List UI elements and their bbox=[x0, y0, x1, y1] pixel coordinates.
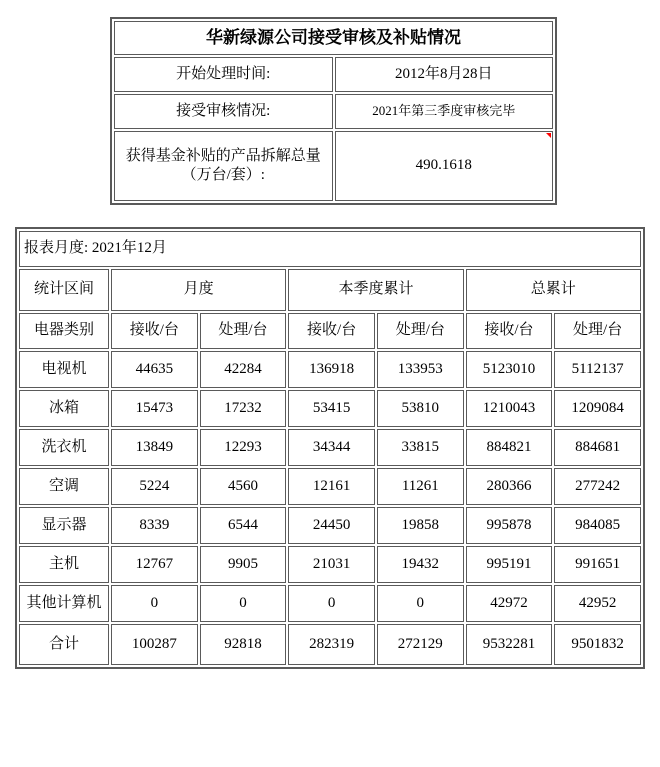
value-cell: 9905 bbox=[200, 546, 287, 583]
value-cell: 19432 bbox=[377, 546, 464, 583]
group-header-quarter: 本季度累计 bbox=[288, 269, 463, 311]
value-cell: 0 bbox=[288, 585, 375, 622]
category-cell: 空调 bbox=[19, 468, 109, 505]
value-cell: 19858 bbox=[377, 507, 464, 544]
value-cell: 92818 bbox=[200, 624, 287, 665]
value-cell: 1209084 bbox=[554, 390, 641, 427]
table-row-monitor bbox=[19, 507, 641, 544]
category-cell: 洗衣机 bbox=[19, 429, 109, 466]
processed-header: 处理/台 bbox=[377, 313, 464, 349]
value-cell: 53415 bbox=[288, 390, 375, 427]
value-cell: 282319 bbox=[288, 624, 375, 665]
value-cell: 34344 bbox=[288, 429, 375, 466]
processed-header: 处理/台 bbox=[554, 313, 641, 349]
value-cell: 8339 bbox=[111, 507, 198, 544]
value-cell: 42284 bbox=[200, 351, 287, 388]
value-cell: 991651 bbox=[554, 546, 641, 583]
value-cell: 1210043 bbox=[466, 390, 553, 427]
value-cell: 280366 bbox=[466, 468, 553, 505]
value-cell: 136918 bbox=[288, 351, 375, 388]
subsidy-total-value: 490.1618 bbox=[415, 157, 472, 174]
value-cell: 5123010 bbox=[466, 351, 553, 388]
value-cell: 33815 bbox=[377, 429, 464, 466]
value-cell: 13849 bbox=[111, 429, 198, 466]
table-row-host bbox=[19, 546, 641, 583]
value-cell: 984085 bbox=[554, 507, 641, 544]
value-cell: 12161 bbox=[288, 468, 375, 505]
value-cell: 9532281 bbox=[466, 624, 553, 665]
audit-subsidy-table bbox=[110, 17, 557, 205]
monthly-report-table bbox=[15, 227, 645, 669]
table-row-fridge bbox=[19, 390, 641, 427]
value-cell: 42972 bbox=[466, 585, 553, 622]
value-cell: 9501832 bbox=[554, 624, 641, 665]
audit-status-value: 2021年第三季度审核完毕 bbox=[335, 94, 554, 129]
audit-title-row bbox=[114, 21, 553, 55]
processed-header: 处理/台 bbox=[200, 313, 287, 349]
value-cell: 0 bbox=[200, 585, 287, 622]
received-header: 接收/台 bbox=[288, 313, 375, 349]
report-month-label: 报表月度: bbox=[24, 240, 89, 257]
audit-status-row bbox=[114, 94, 553, 129]
table-row-aircon bbox=[19, 468, 641, 505]
value-cell: 5224 bbox=[111, 468, 198, 505]
received-header: 接收/台 bbox=[111, 313, 198, 349]
value-cell: 0 bbox=[111, 585, 198, 622]
value-cell: 100287 bbox=[111, 624, 198, 665]
start-time-row bbox=[114, 57, 553, 92]
category-header: 电器类别 bbox=[19, 313, 109, 349]
value-cell: 0 bbox=[377, 585, 464, 622]
value-cell: 6544 bbox=[200, 507, 287, 544]
group-header-total: 总累计 bbox=[466, 269, 641, 311]
value-cell: 24450 bbox=[288, 507, 375, 544]
value-cell: 277242 bbox=[554, 468, 641, 505]
category-cell: 显示器 bbox=[19, 507, 109, 544]
value-cell: 11261 bbox=[377, 468, 464, 505]
report-month-value: 2021年12月 bbox=[91, 240, 167, 257]
subsidy-total-label: 获得基金补贴的产品拆解总量（万台/套）: bbox=[114, 131, 333, 201]
audit-table-title: 华新绿源公司接受审核及补贴情况 bbox=[114, 21, 553, 55]
comment-marker-icon bbox=[546, 133, 551, 138]
value-cell: 21031 bbox=[288, 546, 375, 583]
report-month-row bbox=[19, 231, 641, 267]
table-row-total bbox=[19, 624, 641, 665]
value-cell: 53810 bbox=[377, 390, 464, 427]
category-cell: 电视机 bbox=[19, 351, 109, 388]
value-cell: 15473 bbox=[111, 390, 198, 427]
column-header-row bbox=[19, 313, 641, 349]
audit-status-label: 接受审核情况: bbox=[114, 94, 333, 129]
value-cell: 4560 bbox=[200, 468, 287, 505]
category-cell: 其他计算机 bbox=[19, 585, 109, 622]
start-time-label: 开始处理时间: bbox=[114, 57, 333, 92]
report-month-cell bbox=[19, 231, 641, 267]
value-cell: 272129 bbox=[377, 624, 464, 665]
subsidy-total-cell bbox=[335, 131, 554, 201]
value-cell: 995878 bbox=[466, 507, 553, 544]
value-cell: 12767 bbox=[111, 546, 198, 583]
value-cell: 884681 bbox=[554, 429, 641, 466]
start-time-value: 2012年8月28日 bbox=[335, 57, 554, 92]
table-row-washer bbox=[19, 429, 641, 466]
category-cell: 合计 bbox=[19, 624, 109, 665]
category-cell: 冰箱 bbox=[19, 390, 109, 427]
value-cell: 133953 bbox=[377, 351, 464, 388]
value-cell: 12293 bbox=[200, 429, 287, 466]
received-header: 接收/台 bbox=[466, 313, 553, 349]
value-cell: 42952 bbox=[554, 585, 641, 622]
table-row-tv bbox=[19, 351, 641, 388]
subsidy-total-row bbox=[114, 131, 553, 201]
value-cell: 995191 bbox=[466, 546, 553, 583]
value-cell: 17232 bbox=[200, 390, 287, 427]
stat-interval-header: 统计区间 bbox=[19, 269, 109, 311]
group-header-month: 月度 bbox=[111, 269, 286, 311]
value-cell: 884821 bbox=[466, 429, 553, 466]
value-cell: 5112137 bbox=[554, 351, 641, 388]
category-cell: 主机 bbox=[19, 546, 109, 583]
value-cell: 44635 bbox=[111, 351, 198, 388]
table-row-other-computer bbox=[19, 585, 641, 622]
stat-interval-header-row bbox=[19, 269, 641, 311]
